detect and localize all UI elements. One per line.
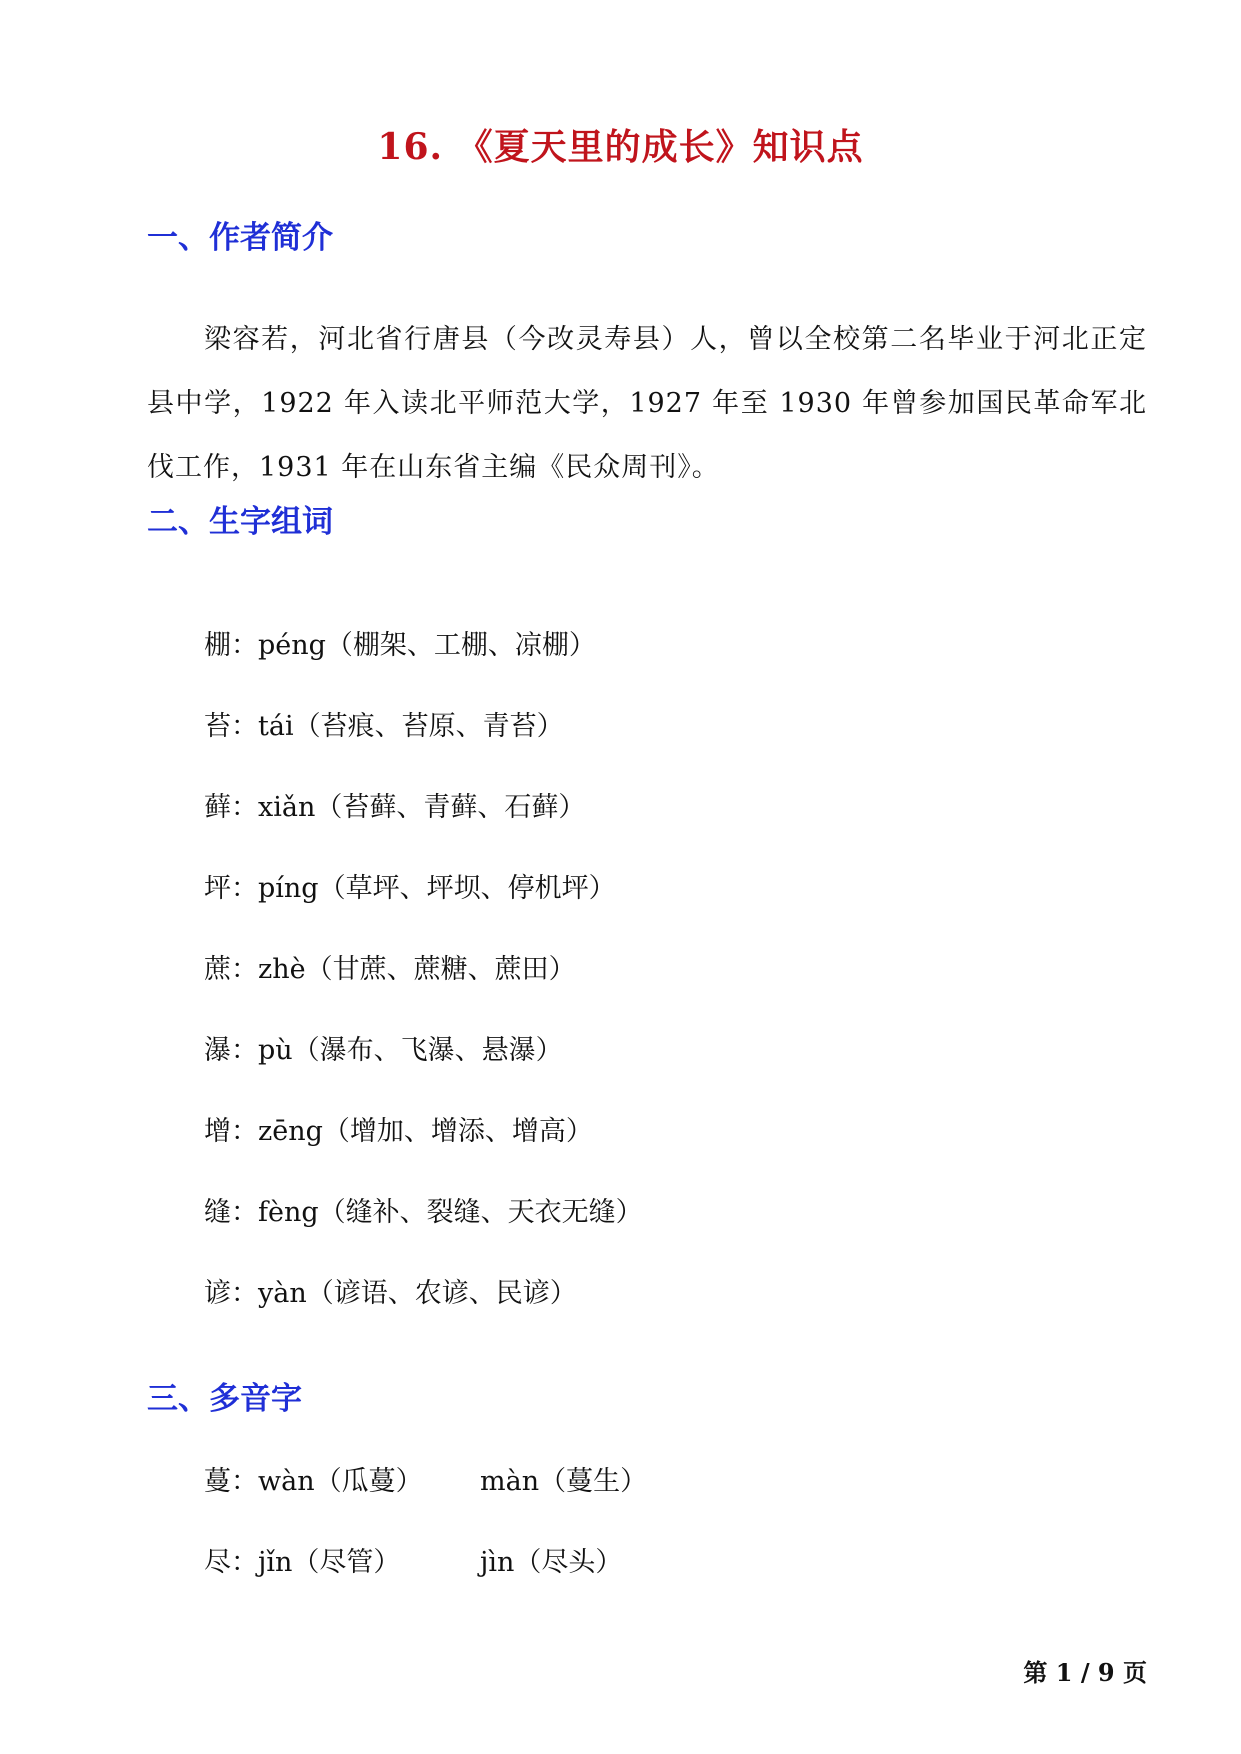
vocab-item: 缝：fèng（缝补、裂缝、天衣无缝） — [204, 1197, 643, 1228]
polyphone-reading-second: màn（蔓生） — [480, 1466, 648, 1497]
vocab-item: 苔：tái（苔痕、苔原、青苔） — [204, 711, 564, 742]
page-number: 第 1 / 9 页 — [1023, 1658, 1147, 1687]
author-intro-paragraph: 梁容若，河北省行唐县（今改灵寿县）人，曾以全校第二名毕业于河北正定县中学，1922 年入读北平师范大学，1927 年至 1930 年曾参加国民革命军北伐工作，1931 年在山东省主编《民众周刊》。 — [147, 324, 1147, 483]
polyphone-item — [204, 1543, 623, 1624]
section-heading-polyphones: 三、多音字 — [147, 1381, 302, 1417]
vocab-list — [204, 626, 643, 1355]
vocab-item: 增：zēng（增加、增添、增高） — [204, 1116, 593, 1147]
polyphone-list — [204, 1462, 648, 1624]
section-heading-author: 一、作者简介 — [147, 220, 333, 256]
polyphone-reading-first: 尽：jǐn（尽管） — [204, 1547, 401, 1578]
polyphone-reading-first: 蔓：wàn（瓜蔓） — [204, 1466, 423, 1497]
vocab-item: 坪：píng（草坪、坪坝、停机坪） — [204, 873, 616, 904]
vocab-item: 瀑：pù（瀑布、飞瀑、悬瀑） — [204, 1035, 563, 1066]
vocab-item: 谚：yàn（谚语、农谚、民谚） — [204, 1278, 577, 1309]
section-heading-vocab: 二、生字组词 — [147, 504, 333, 540]
vocab-item: 棚：péng（棚架、工棚、凉棚） — [204, 630, 596, 661]
polyphone-item — [204, 1462, 648, 1543]
document-title: 16. 《夏天里的成长》知识点 — [377, 126, 864, 168]
vocab-item: 藓：xiǎn（苔藓、青藓、石藓） — [204, 792, 586, 823]
vocab-item: 蔗：zhè（甘蔗、蔗糖、蔗田） — [204, 954, 576, 985]
polyphone-reading-second: jìn（尽头） — [480, 1547, 623, 1578]
